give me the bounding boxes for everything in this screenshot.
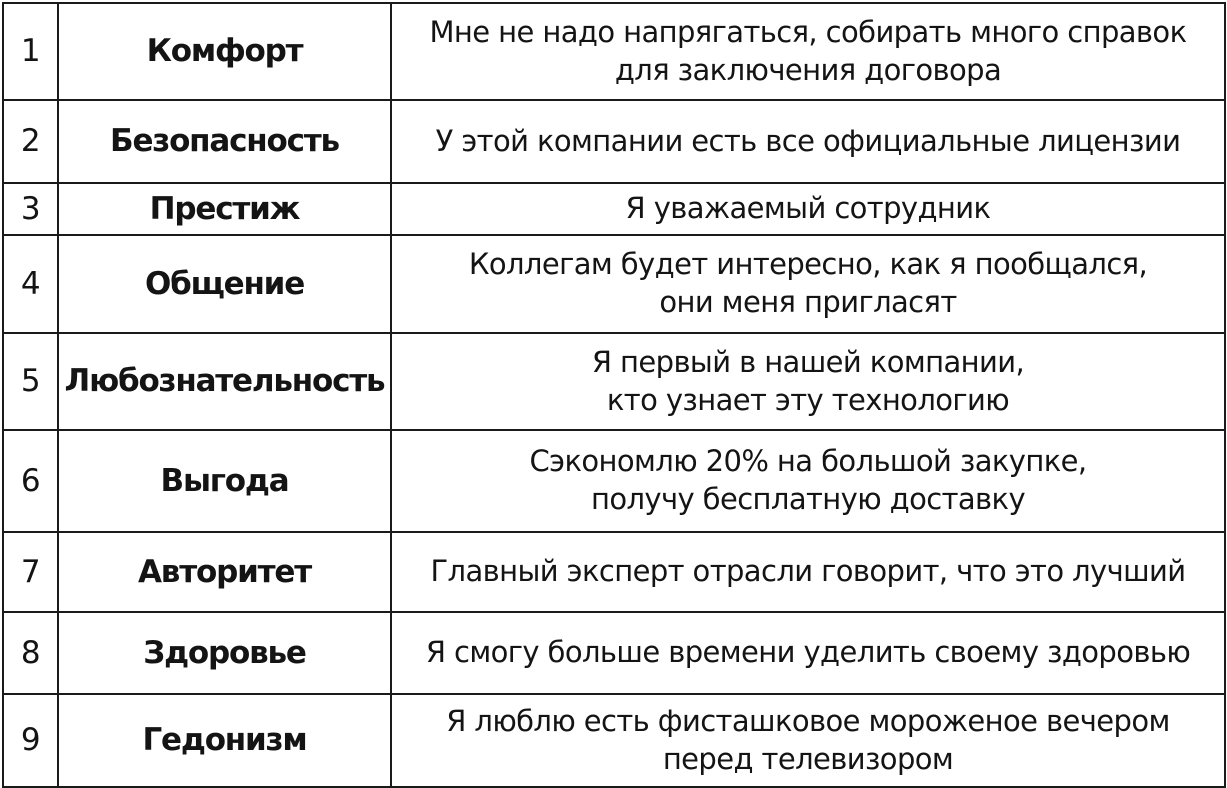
example-line: для заключения договора [614,52,1002,87]
value-name: Безопасность [58,100,391,183]
value-name: Выгода [58,430,391,532]
example-line: кто узнает эту технологию [606,382,1010,417]
row-number: 5 [3,333,58,430]
value-example [391,333,1225,430]
example-line: перед телевизором [662,741,954,776]
value-name: Любознательность [58,333,391,430]
example-line: Коллегам будет интересно, как я пообщался, [468,247,1148,282]
value-example [391,430,1225,532]
example-line: получу бесплатную доставку [590,482,1026,516]
example-line: Мне не надо напрягаться, собирать много справок [429,14,1187,49]
value-name: Гедонизм [58,694,391,787]
value-name: Престиж [58,183,391,235]
value-example [391,183,1225,235]
value-example [391,3,1225,100]
example-line: Я уважаемый сотрудник [625,191,991,226]
row-number: 1 [3,3,58,100]
value-name: Здоровье [58,612,391,694]
example-line: Я смогу больше времени уделить своему здоровью [425,635,1191,670]
value-example [391,235,1225,333]
value-example [391,612,1225,694]
value-example [391,694,1225,787]
row-number: 3 [3,183,58,235]
table-row [3,430,1225,532]
value-name: Авторитет [58,532,391,612]
example-line: Я первый в нашей компании, [591,344,1025,379]
table-row [3,333,1225,430]
value-example [391,100,1225,183]
row-number: 9 [3,694,58,787]
row-number: 4 [3,235,58,333]
row-number: 6 [3,430,58,532]
table-row [3,3,1225,100]
table-row [3,235,1225,333]
example-line: У этой компании есть все официальные лицензии [435,123,1181,158]
row-number: 7 [3,532,58,612]
table-row [3,694,1225,787]
value-name: Общение [58,235,391,333]
table-row [3,100,1225,183]
value-name: Комфорт [58,3,391,100]
value-example [391,532,1225,612]
example-line: Я люблю есть фисташковое мороженое вечером [446,703,1170,738]
values-table [2,2,1226,788]
table-row [3,532,1225,612]
table-row [3,612,1225,694]
row-number: 2 [3,100,58,183]
example-line: Сэкономлю 20% на большой закупке, [529,444,1087,479]
row-number: 8 [3,612,58,694]
example-line: они меня пригласят [659,285,957,319]
table-row [3,183,1225,235]
example-line: Главный эксперт отрасли говорит, что это лучший [430,554,1186,589]
